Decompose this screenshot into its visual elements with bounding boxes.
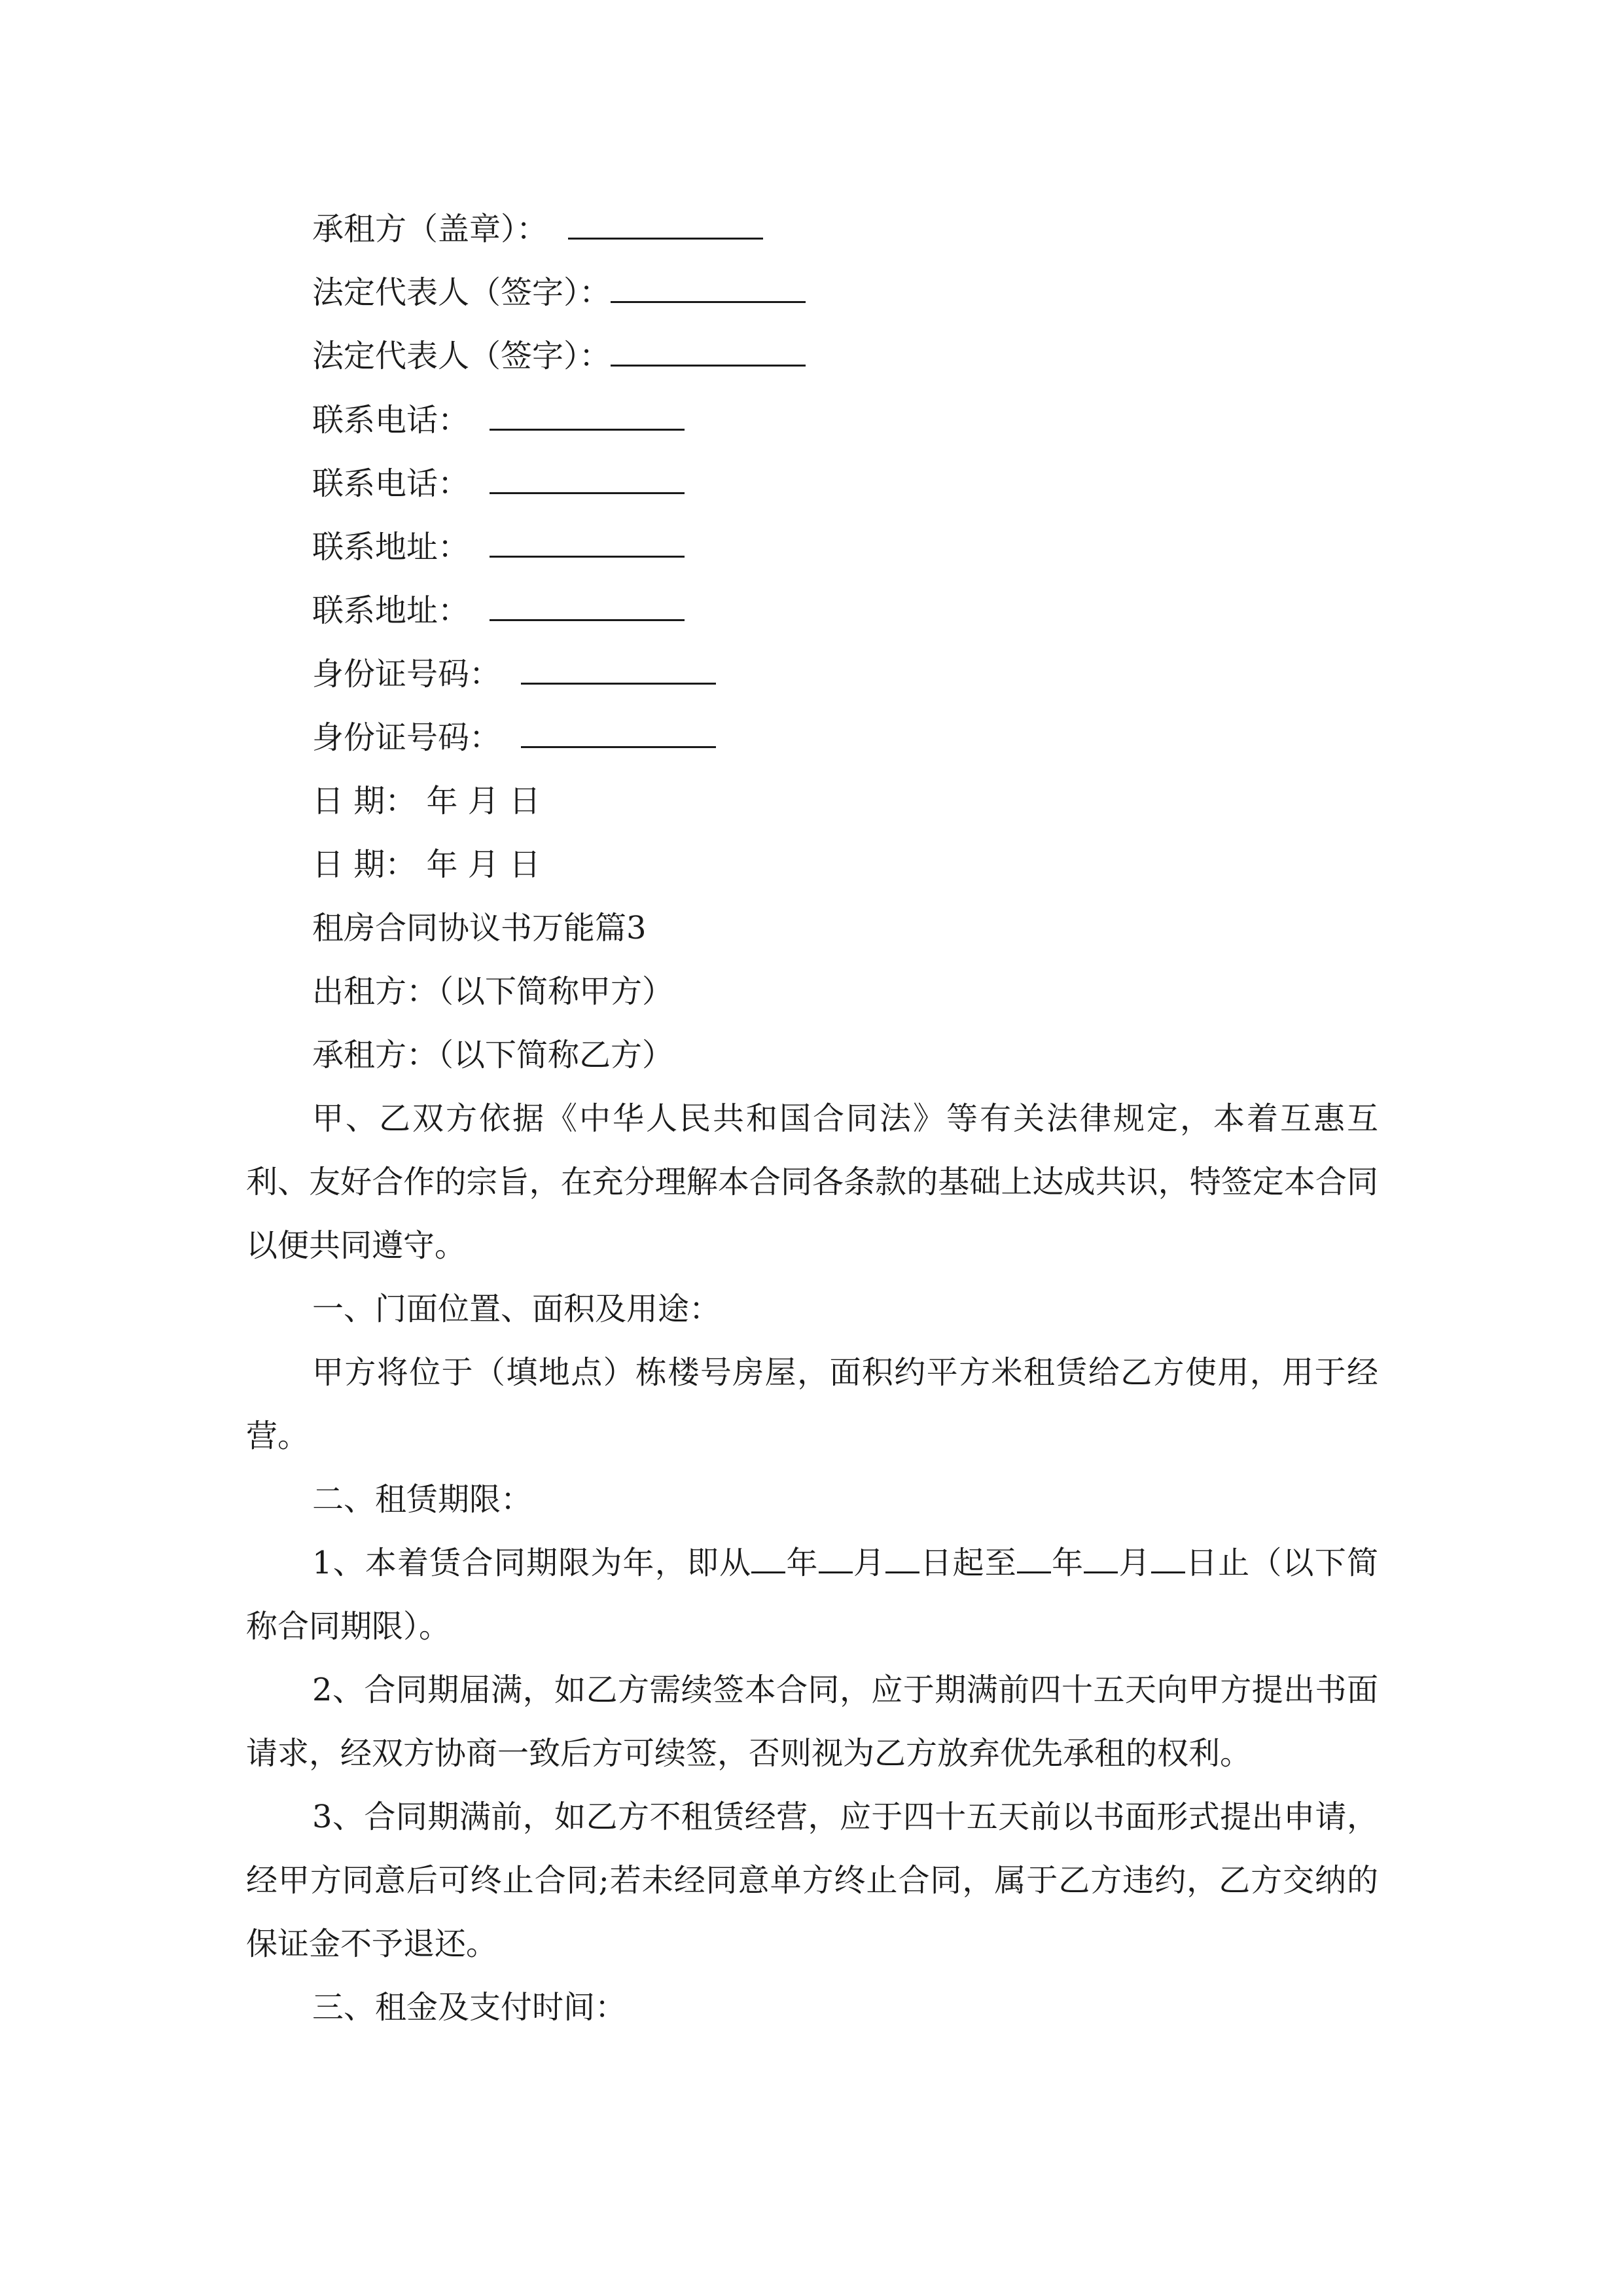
- signature-line-legal-rep-2: [312, 336, 806, 376]
- field-label: 法定代表人（签字）：: [312, 338, 611, 374]
- signature-line-address-2: [312, 591, 685, 630]
- signature-line-phone-1: [312, 401, 685, 440]
- field-label: 联系电话：: [312, 465, 470, 502]
- blank-year: [751, 1548, 785, 1573]
- clause1-text: 甲方将位于（填地点）栋楼号房屋，面积约平方米租赁给乙方使用，用于经营。: [246, 1354, 1378, 1454]
- signature-line-lessee-seal: [312, 209, 763, 249]
- field-label: 法定代表人（签字）：: [312, 274, 611, 311]
- year-label: 年: [785, 1545, 819, 1581]
- day-label: 日起至: [919, 1545, 1017, 1581]
- clause3-title: 三、租金及支付时间：: [312, 1989, 627, 2026]
- clause2-item1-end: 日止（以下简称合同期限）。: [246, 1545, 1378, 1645]
- signature-blank: [521, 723, 716, 748]
- field-label: 联系地址：: [312, 529, 470, 565]
- signature-line-phone-2: [312, 464, 685, 503]
- signature-blank: [490, 405, 685, 431]
- signature-blank: [490, 596, 685, 621]
- field-label: 身份证号码：: [312, 719, 501, 756]
- blank-month: [819, 1548, 853, 1573]
- field-label: 身份证号码：: [312, 656, 501, 692]
- signature-blank: [490, 469, 685, 494]
- blank-day: [1151, 1548, 1185, 1573]
- signature-blank: [611, 341, 806, 367]
- clause2-item2: 2、合同期届满，如乙方需续签本合同，应于期满前四十五天向甲方提出书面请求，经双方协商一致后方可续签，否则视为乙方放弃优先承租的权利。: [246, 1672, 1378, 1772]
- date-line-2: 日 期： 年 月 日: [312, 846, 541, 883]
- signature-blank: [521, 659, 716, 685]
- clause2-item1: [246, 1532, 1378, 1659]
- field-label: 承租方（盖章）：: [312, 211, 548, 247]
- clause2-title: 二、租赁期限：: [312, 1481, 533, 1518]
- blank-year: [1017, 1548, 1051, 1573]
- party-lessee: 承租方：（以下简称乙方）: [312, 1037, 674, 1073]
- blank-day: [885, 1548, 919, 1573]
- signature-blank: [611, 278, 806, 303]
- clause2-item1-text: 1、本着赁合同期限为年，即从: [312, 1545, 752, 1581]
- date-line-1: 日 期： 年 月 日: [312, 783, 541, 819]
- year-label: 年: [1050, 1545, 1084, 1581]
- clause2-item3: 3、合同期满前，如乙方不租赁经营，应于四十五天前以书面形式提出申请，经甲方同意后可终止合同;若未经同意单方终止合同，属于乙方违约，乙方交纳的保证金不予退还。: [246, 1799, 1378, 1962]
- signature-line-id-1: [312, 655, 716, 694]
- field-label: 联系地址：: [312, 592, 470, 629]
- signature-blank: [568, 214, 763, 240]
- month-label: 月: [1118, 1545, 1151, 1581]
- signature-line-id-2: [312, 718, 716, 757]
- section-title: 租房合同协议书万能篇3: [312, 910, 647, 946]
- clause1-title: 一、门面位置、面积及用途：: [312, 1291, 721, 1327]
- field-label: 联系电话：: [312, 402, 470, 439]
- blank-month: [1084, 1548, 1118, 1573]
- party-lessor: 出租方：（以下简称甲方）: [312, 973, 674, 1010]
- intro-paragraph: 甲、乙双方依据《中华人民共和国合同法》等有关法律规定，本着互惠互利、友好合作的宗旨，在充分理解本合同各条款的基础上达成共识，特签定本合同以便共同遵守。: [246, 1100, 1378, 1264]
- signature-line-address-1: [312, 528, 685, 567]
- signature-line-legal-rep-1: [312, 273, 806, 312]
- month-label: 月: [852, 1545, 886, 1581]
- signature-blank: [490, 532, 685, 558]
